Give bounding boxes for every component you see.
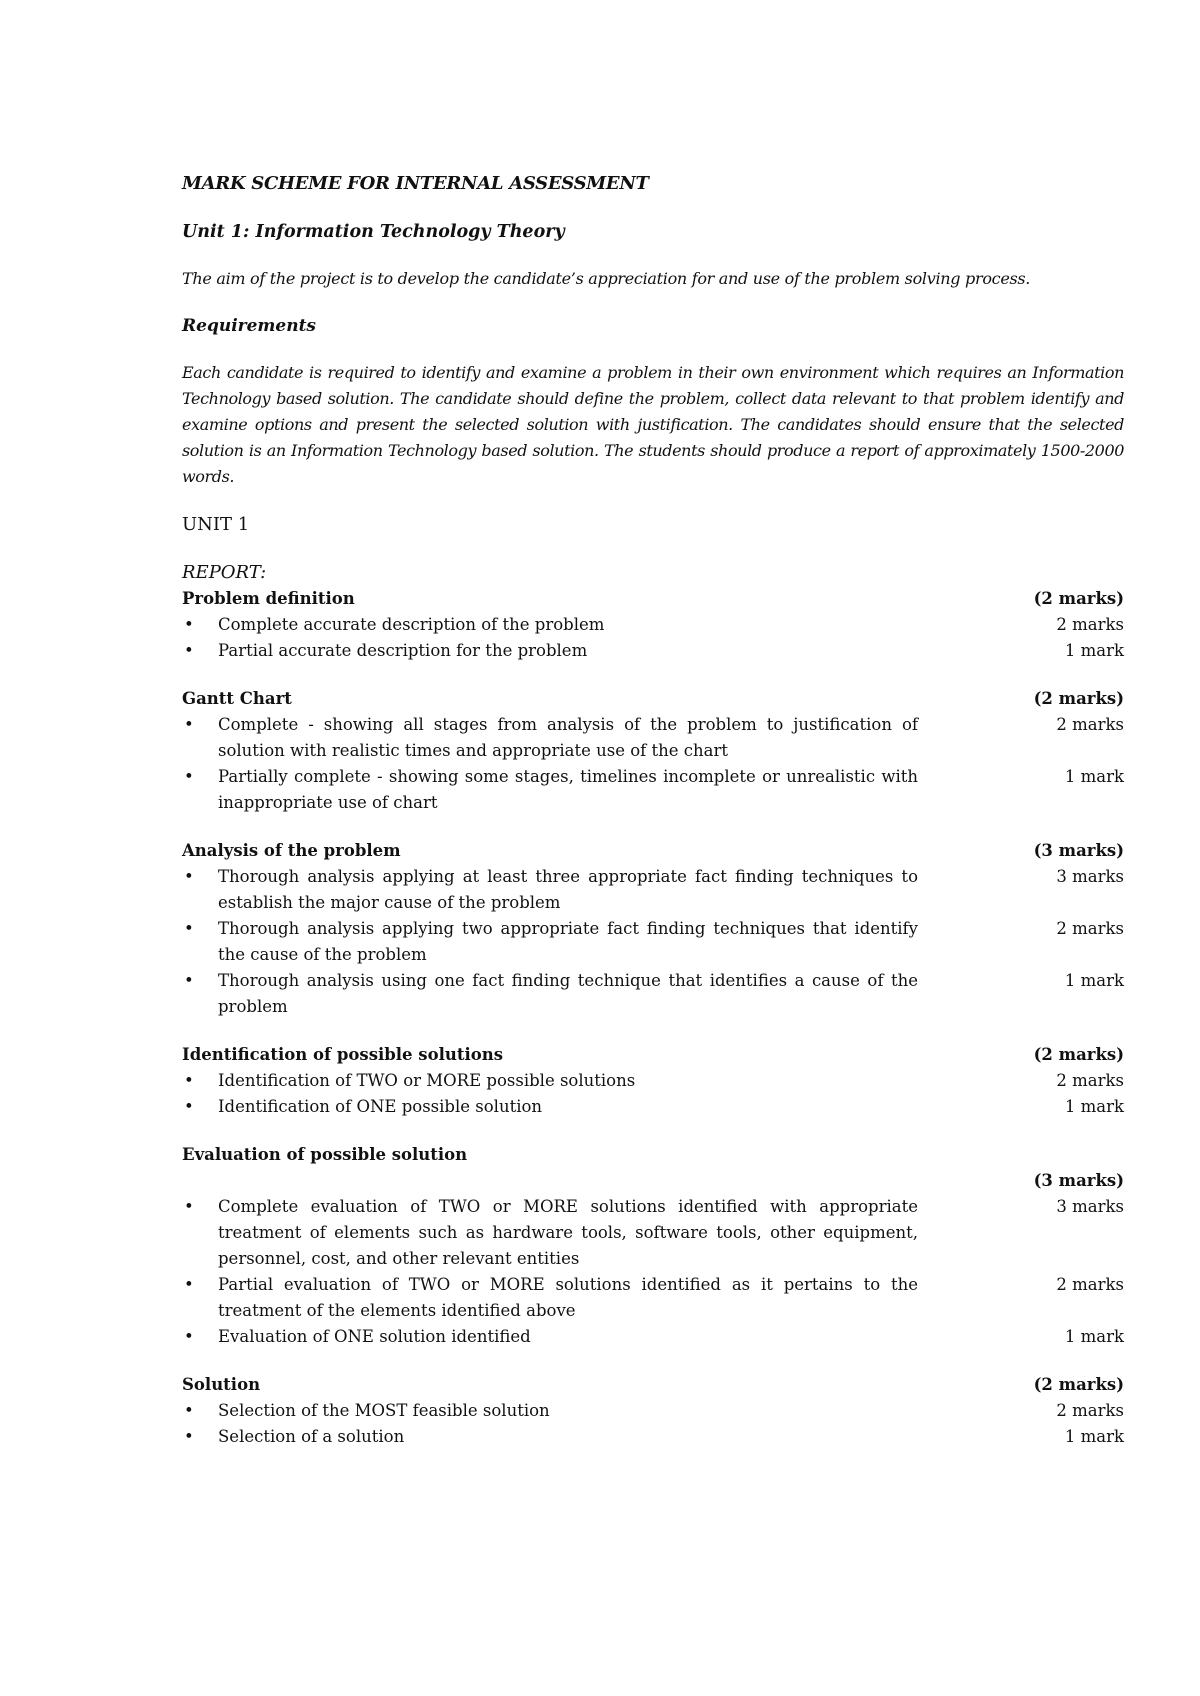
criterion-item xyxy=(182,1398,1124,1424)
criterion-score: 2 marks xyxy=(1056,615,1124,634)
criterion-text: Complete evaluation of TWO or MORE solutions identified with appropriate treatment of elements such as hardware tools, software tools, other equipment, personnel, cost, and other relevant entities xyxy=(218,1197,918,1268)
document-title: MARK SCHEME FOR INTERNAL ASSESSMENT xyxy=(182,173,649,194)
section-gantt-chart xyxy=(182,686,1124,816)
section-title: Problem definition xyxy=(182,589,355,608)
bullet-icon: • xyxy=(184,1401,194,1420)
section-header xyxy=(182,1042,1124,1068)
criterion-score: 2 marks xyxy=(1056,919,1124,938)
section-marks-row xyxy=(182,1168,1124,1194)
criterion-item xyxy=(182,864,1124,916)
criterion-text: Evaluation of ONE solution identified xyxy=(218,1327,531,1346)
unit-label: UNIT 1 xyxy=(182,514,250,535)
section-header xyxy=(182,838,1124,864)
criterion-score: 1 mark xyxy=(1064,1327,1124,1346)
criterion-score: 2 marks xyxy=(1056,1401,1124,1420)
criterion-item xyxy=(182,1424,1124,1450)
report-label: REPORT: xyxy=(182,562,267,583)
criterion-item xyxy=(182,712,1124,764)
section-marks: (2 marks) xyxy=(1033,689,1124,708)
section-title: Identification of possible solutions xyxy=(182,1045,504,1064)
section-title: Analysis of the problem xyxy=(182,841,401,860)
section-marks: (2 marks) xyxy=(1033,1375,1124,1394)
criterion-text: Complete accurate description of the problem xyxy=(218,615,605,634)
section-evaluation xyxy=(182,1142,1124,1350)
criterion-item xyxy=(182,1272,1124,1324)
section-header xyxy=(182,586,1124,612)
bullet-icon: • xyxy=(184,615,194,634)
criterion-score: 3 marks xyxy=(1056,1197,1124,1216)
criterion-score: 3 marks xyxy=(1056,867,1124,886)
criterion-item xyxy=(182,1194,1124,1272)
document-page xyxy=(182,172,1124,1472)
bullet-icon: • xyxy=(184,1071,194,1090)
criterion-item xyxy=(182,1324,1124,1350)
criterion-text: Thorough analysis applying at least three appropriate fact finding techniques to establish the major cause of the problem xyxy=(218,867,918,912)
bullet-icon: • xyxy=(184,971,194,990)
section-marks: (3 marks) xyxy=(1033,841,1124,860)
criterion-text: Partial accurate description for the problem xyxy=(218,641,588,660)
criterion-item xyxy=(182,968,1124,1020)
bullet-icon: • xyxy=(184,715,194,734)
criterion-item xyxy=(182,1068,1124,1094)
bullet-icon: • xyxy=(184,1197,194,1216)
section-marks: (3 marks) xyxy=(1033,1171,1124,1190)
criterion-score: 1 mark xyxy=(1064,1097,1124,1116)
criterion-score: 2 marks xyxy=(1056,715,1124,734)
criterion-text: Identification of TWO or MORE possible solutions xyxy=(218,1071,636,1090)
section-title: Solution xyxy=(182,1375,261,1394)
section-title: Evaluation of possible solution xyxy=(182,1145,468,1164)
bullet-icon: • xyxy=(184,1327,194,1346)
section-solution xyxy=(182,1372,1124,1450)
criterion-text: Partially complete - showing some stages, timelines incomplete or unrealistic with inappropriate use of chart xyxy=(218,767,918,812)
section-problem-definition xyxy=(182,586,1124,664)
bullet-icon: • xyxy=(184,1275,194,1294)
section-header xyxy=(182,686,1124,712)
bullet-icon: • xyxy=(184,767,194,786)
criterion-text: Thorough analysis using one fact finding technique that identifies a cause of the problem xyxy=(218,971,918,1016)
criterion-item xyxy=(182,916,1124,968)
criterion-text: Thorough analysis applying two appropriate fact finding techniques that identify the cause of the problem xyxy=(218,919,918,964)
criterion-text: Complete - showing all stages from analysis of the problem to justification of solution with realistic times and appropriate use of the chart xyxy=(218,715,918,760)
criterion-score: 2 marks xyxy=(1056,1071,1124,1090)
criterion-item xyxy=(182,764,1124,816)
bullet-icon: • xyxy=(184,1097,194,1116)
section-analysis xyxy=(182,838,1124,1020)
criterion-score: 1 mark xyxy=(1064,641,1124,660)
section-identification xyxy=(182,1042,1124,1120)
section-header xyxy=(182,1142,1124,1168)
section-header xyxy=(182,1372,1124,1398)
criterion-score: 1 mark xyxy=(1064,1427,1124,1446)
bullet-icon: • xyxy=(184,919,194,938)
bullet-icon: • xyxy=(184,1427,194,1446)
section-marks: (2 marks) xyxy=(1033,589,1124,608)
criterion-score: 1 mark xyxy=(1064,971,1124,990)
criterion-item xyxy=(182,638,1124,664)
section-title: Gantt Chart xyxy=(182,689,292,708)
criterion-score: 2 marks xyxy=(1056,1275,1124,1294)
bullet-icon: • xyxy=(184,641,194,660)
requirements-heading: Requirements xyxy=(182,316,317,336)
unit-heading: Unit 1: Information Technology Theory xyxy=(182,222,565,242)
aim-paragraph: The aim of the project is to develop the candidate’s appreciation for and use of the problem solving process. xyxy=(182,269,1031,288)
requirements-paragraph: Each candidate is required to identify and examine a problem in their own environment which requires an Information Technology based solution. The candidate should define the problem, collect data relevant to that problem identify and examine options and present the selected solution with justification. The candidates should ensure that the selected solution is an Information Technology based solution. The students should produce a report of approximately 1500-2000 words. xyxy=(182,363,1124,486)
criterion-text: Partial evaluation of TWO or MORE solutions identified as it pertains to the treatment of the elements identified above xyxy=(218,1275,918,1320)
criterion-item xyxy=(182,612,1124,638)
criterion-score: 1 mark xyxy=(1064,767,1124,786)
bullet-icon: • xyxy=(184,867,194,886)
criterion-item xyxy=(182,1094,1124,1120)
criterion-text: Selection of the MOST feasible solution xyxy=(218,1401,550,1420)
section-marks: (2 marks) xyxy=(1033,1045,1124,1064)
criterion-text: Identification of ONE possible solution xyxy=(218,1097,543,1116)
criterion-text: Selection of a solution xyxy=(218,1427,405,1446)
